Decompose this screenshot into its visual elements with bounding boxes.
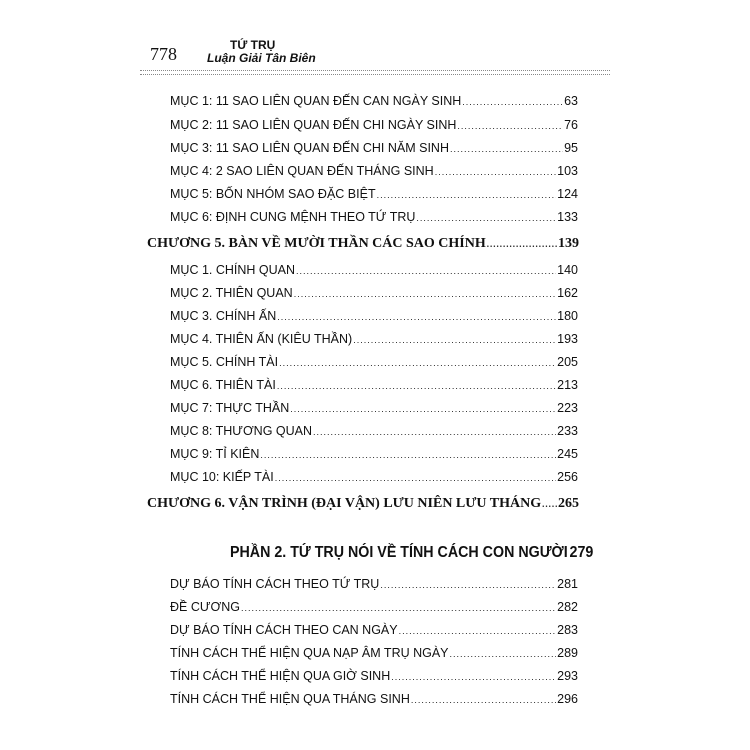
toc-page: 95 [564,141,578,155]
leader-dots [416,210,556,224]
leader-dots [290,401,556,415]
toc-page: 279 [569,544,594,561]
toc-entry[interactable]: MỤC 5. CHÍNH TÀI ..... 205 [170,355,578,369]
leader-dots [294,286,556,300]
leader-dots [296,263,556,277]
toc-entry[interactable]: MỤC 1. CHÍNH QUAN ..... 140 [170,263,578,277]
toc-entry[interactable]: TÍNH CÁCH THỂ HIỆN QUA THÁNG SINH ..... 296 [170,692,578,706]
toc-entry[interactable]: MỤC 2: 11 SAO LIÊN QUAN ĐẾN CHI NGÀY SINH ..... 76 [170,118,578,132]
toc-page: 193 [557,332,578,346]
toc-entry[interactable]: MỤC 1: 11 SAO LIÊN QUAN ĐẾN CAN NGÀY SINH ..... 63 [170,94,578,108]
toc-page: 103 [557,164,578,178]
toc-entry[interactable]: DỰ BÁO TÍNH CÁCH THEO TỨ TRỤ ..... 281 [170,577,578,591]
toc-page: 213 [557,378,578,392]
toc-page: 124 [557,187,578,201]
toc-entry[interactable]: MỤC 3. CHÍNH ẤN ..... 180 [170,309,578,323]
toc-chapter-5[interactable]: CHƯƠNG 5. BÀN VỀ MƯỜI THẦN CÁC SAO CHÍNH ..... 139 [147,236,579,252]
book-title: TỨ TRỤ [230,38,276,52]
toc-page: 223 [557,401,578,415]
toc-entry[interactable]: MỤC 4. THIÊN ẤN (KIÊU THẦN) ..... 193 [170,332,578,346]
leader-dots [487,236,557,252]
leader-dots [542,496,557,512]
toc-entry[interactable]: MỤC 10: KIẾP TÀI ..... 256 [170,470,578,484]
toc-entry[interactable]: MỤC 6: ĐỊNH CUNG MỆNH THEO TỨ TRỤ ..... 133 [170,210,578,224]
leader-dots [435,164,556,178]
toc-page: 296 [557,692,578,706]
leader-dots [353,332,556,346]
leader-dots [277,378,556,392]
leader-dots [391,669,556,683]
toc-entry[interactable]: DỰ BÁO TÍNH CÁCH THEO CAN NGÀY ..... 283 [170,623,578,637]
toc-page: 180 [557,309,578,323]
toc-entry[interactable]: MỤC 5: BỐN NHÓM SAO ĐẶC BIỆT ..... 124 [170,187,578,201]
toc-page: 265 [558,496,579,511]
toc-entry[interactable]: MỤC 7: THỰC THẦN ..... 223 [170,401,578,415]
toc-page: 76 [564,118,578,132]
toc-entry[interactable]: ĐỀ CƯƠNG ..... 282 [170,600,578,614]
leader-dots [279,355,556,369]
toc-entry[interactable]: MỤC 3: 11 SAO LIÊN QUAN ĐẾN CHI NĂM SINH ..... 95 [170,141,578,155]
leader-dots [457,118,563,132]
leader-dots [462,94,563,108]
toc-chapter-6[interactable]: CHƯƠNG 6. VẬN TRÌNH (ĐẠI VẬN) LƯU NIÊN LƯU THÁNG ..... 265 [147,496,579,512]
leader-dots [313,424,556,438]
header-divider [140,70,610,75]
leader-dots [380,577,556,591]
leader-dots [411,692,556,706]
toc-page: 140 [557,263,578,277]
leader-dots [277,309,556,323]
toc-page: 233 [557,424,578,438]
toc-entry[interactable]: MỤC 4: 2 SAO LIÊN QUAN ĐẾN THÁNG SINH ..... 103 [170,164,578,178]
toc-entry[interactable]: MỤC 8: THƯƠNG QUAN ..... 233 [170,424,578,438]
toc-page: 205 [557,355,578,369]
leader-dots [377,187,557,201]
toc-entry[interactable]: MỤC 6. THIÊN TÀI ..... 213 [170,378,578,392]
toc-page: 256 [557,470,578,484]
toc-page: 133 [557,210,578,224]
toc-part-2[interactable]: PHẦN 2. TỨ TRỤ NÓI VỀ TÍNH CÁCH CON NGƯỜI 279 [230,544,594,561]
leader-dots [275,470,556,484]
leader-dots [241,600,556,614]
toc-page: 245 [557,447,578,461]
toc-page: 282 [557,600,578,614]
toc-page: 63 [564,94,578,108]
toc-entry[interactable]: MỤC 2. THIÊN QUAN ..... 162 [170,286,578,300]
toc-page: 289 [557,646,578,660]
toc-entry[interactable]: TÍNH CÁCH THỂ HIỆN QUA GIỜ SINH ..... 293 [170,669,578,683]
toc-page: 283 [557,623,578,637]
toc-page: 293 [557,669,578,683]
leader-dots [260,447,556,461]
leader-dots [399,623,557,637]
toc-page: 139 [558,236,579,251]
toc-page: 281 [557,577,578,591]
toc-entry[interactable]: MỤC 9: TỈ KIÊN ..... 245 [170,447,578,461]
page-number: 778 [150,44,177,64]
leader-dots [450,141,563,155]
toc-entry[interactable]: TÍNH CÁCH THỂ HIỆN QUA NẠP ÂM TRỤ NGÀY ..... 289 [170,646,578,660]
leader-dots [450,646,557,660]
toc-page: 162 [557,286,578,300]
book-subtitle: Luận Giải Tân Biên [207,51,316,65]
